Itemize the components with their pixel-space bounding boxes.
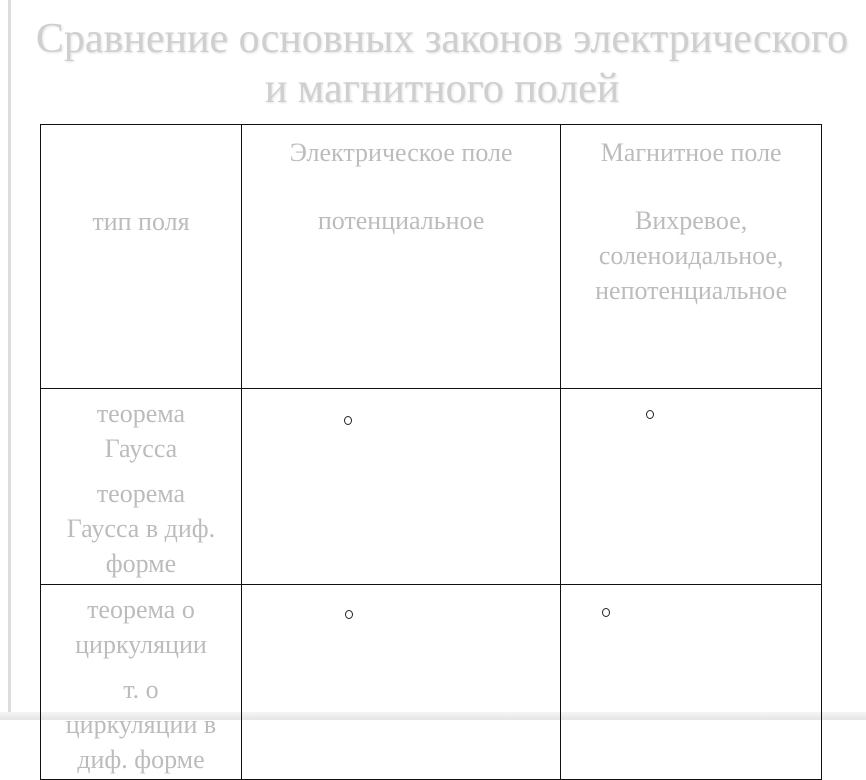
bullet-marker	[602, 608, 610, 617]
slide-title	[14, 14, 866, 114]
magnetic-field-header: Магнитное поле	[600, 138, 782, 167]
circulation-label-cell	[41, 585, 242, 780]
circulation-diff-label-line-3: диф. форме	[77, 745, 205, 774]
table-row-field-type	[41, 125, 822, 389]
gauss-label-line-2: Гаусса	[104, 434, 178, 463]
bullet-marker	[344, 416, 352, 425]
field-type-label: тип поля	[92, 207, 190, 236]
magnetic-field-type-line-3: непотенциальное	[595, 276, 788, 305]
gauss-label-line-1: теорема	[96, 399, 186, 428]
slide-title-line-2: и магнитного полей	[264, 66, 620, 112]
circulation-diff-label-line-2: циркуляции в	[65, 710, 217, 739]
circulation-magnetic-cell	[561, 585, 822, 780]
gauss-magnetic-cell	[561, 389, 822, 585]
gauss-label-cell	[41, 389, 242, 585]
bullet-marker	[345, 610, 353, 619]
magnetic-field-cell	[561, 125, 822, 389]
electric-field-cell	[241, 125, 560, 389]
circulation-electric-cell	[241, 585, 560, 780]
magnetic-field-type-line-1: Вихревое,	[635, 206, 748, 235]
gauss-diff-label-line-3: форме	[105, 549, 177, 578]
page-edge	[8, 0, 11, 720]
circulation-label-line-2: циркуляции	[75, 630, 207, 659]
table-row-gauss	[41, 389, 822, 585]
bullet-marker	[646, 410, 654, 419]
row-label-cell	[41, 125, 242, 389]
comparison-table	[40, 124, 822, 780]
circulation-diff-label-line-1: т. о	[123, 675, 159, 704]
magnetic-field-type-line-2: соленоидальное,	[598, 241, 784, 270]
electric-field-header: Электрическое поле	[289, 138, 513, 167]
gauss-diff-label-line-1: теорема	[96, 479, 186, 508]
gauss-diff-label-line-2: Гаусса в диф.	[66, 514, 216, 543]
electric-field-type: потенциальное	[317, 206, 485, 235]
slide-title-line-1: Сравнение основных законов электрического	[35, 16, 849, 62]
circulation-label-line-1: теорема о	[87, 595, 195, 624]
table-row-circulation	[41, 585, 822, 780]
gauss-electric-cell	[241, 389, 560, 585]
